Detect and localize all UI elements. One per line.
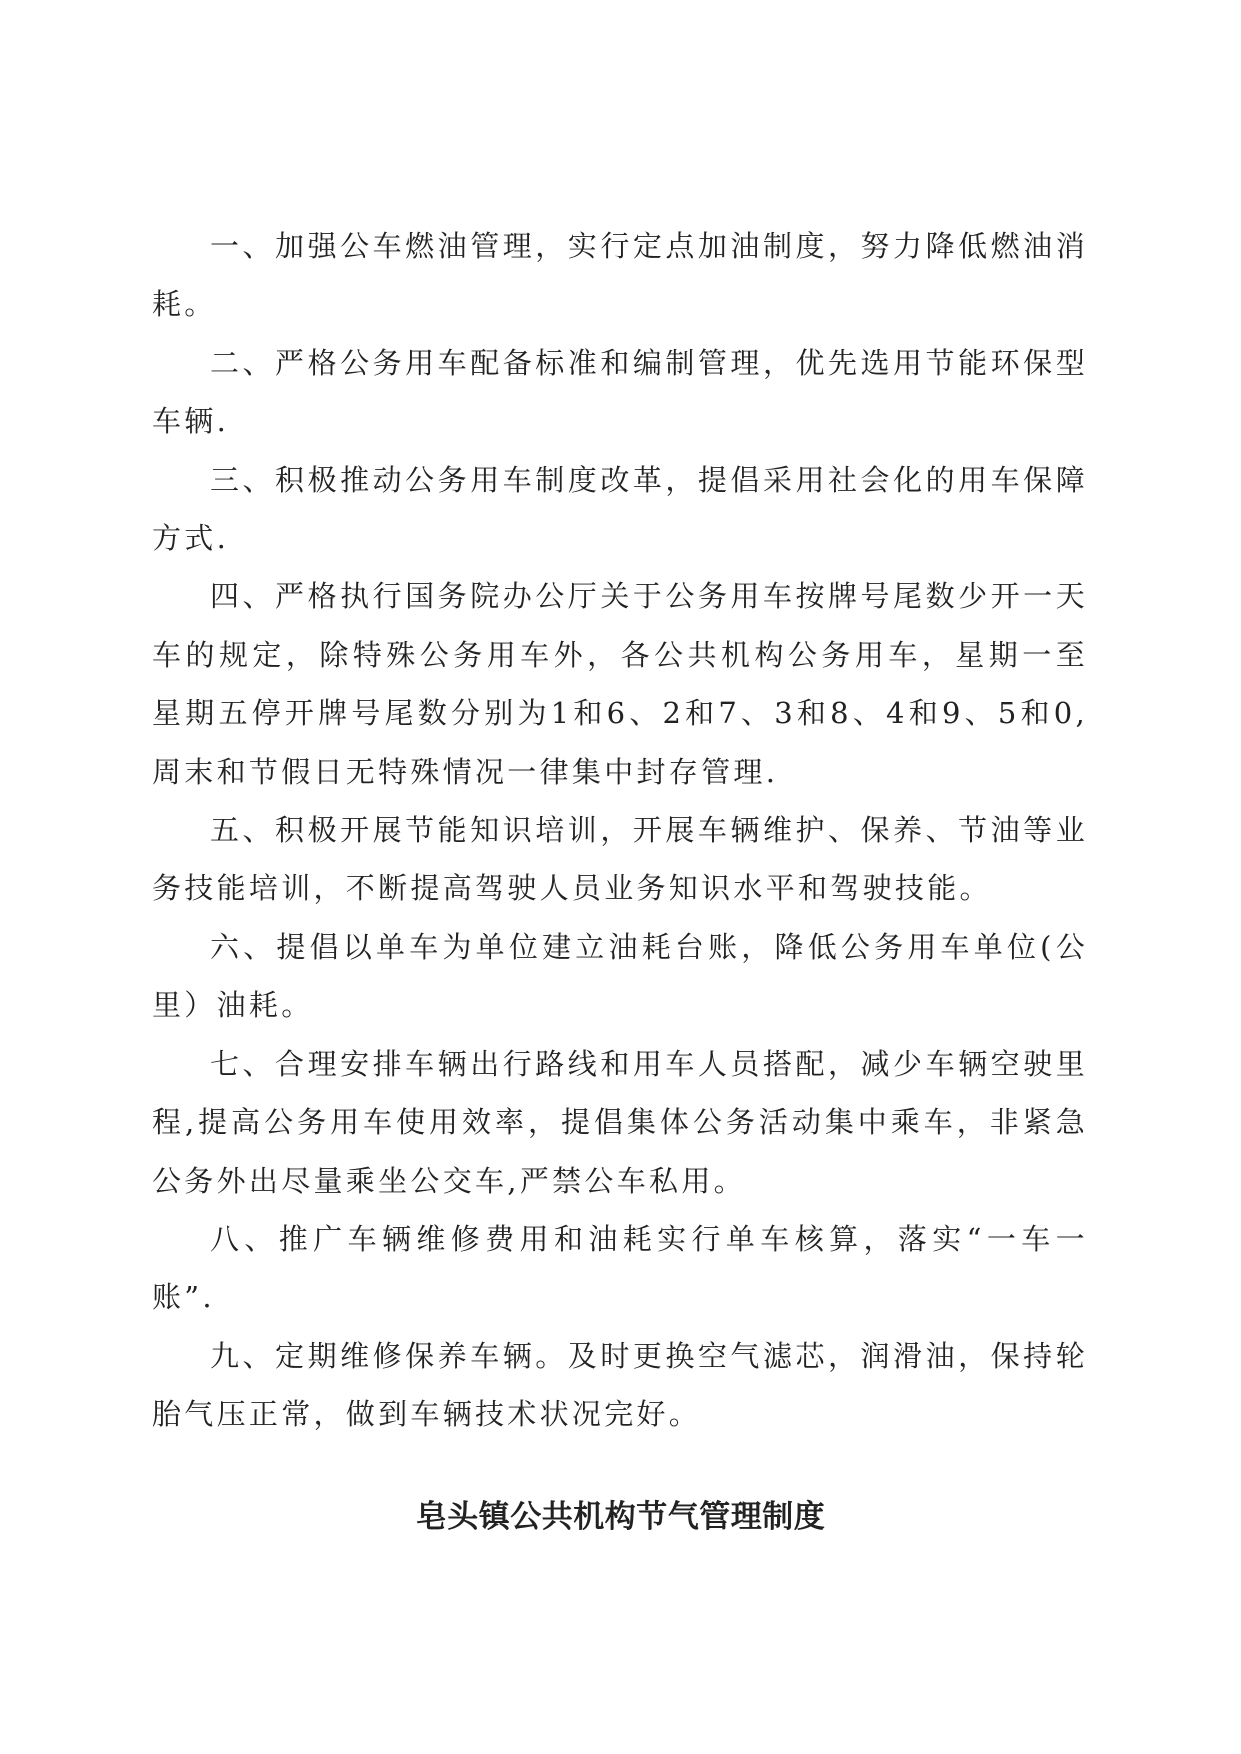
paragraph-8: 八、推广车辆维修费用和油耗实行单车核算，落实“一车一账”. [152, 1221, 1088, 1315]
paragraph-2: 二、严格公务用车配备标准和编制管理，优先选用节能环保型车辆. [152, 345, 1088, 439]
section-heading: 皂头镇公共机构节气管理制度 [415, 1499, 826, 1535]
paragraph-9: 九、定期维修保养车辆。及时更换空气滤芯，润滑油，保持轮胎气压正常，做到车辆技术状况完好。 [152, 1338, 1088, 1432]
paragraph-1: 一、加强公车燃油管理，实行定点加油制度，努力降低燃油消耗。 [152, 229, 1088, 322]
document-body [152, 217, 1088, 1444]
paragraph-6: 六、提倡以单车为单位建立油耗台账，降低公务用车单位(公里）油耗。 [152, 929, 1088, 1023]
paragraph-4: 四、严格执行国务院办公厅关于公务用车按牌号尾数少开一天车的规定，除特殊公务用车外，各公共机构公务用车，星期一至星期五停开牌号尾数分别为1和6、2和7、3和8、4和9、5和0,周末和节假日无特殊情况一律集中封存管理. [152, 579, 1088, 789]
paragraph-5: 五、积极开展节能知识培训，开展车辆维护、保养、节油等业务技能培训，不断提高驾驶人员业务知识水平和驾驶技能。 [152, 813, 1088, 906]
paragraph-7: 七、合理安排车辆出行路线和用车人员搭配，减少车辆空驶里程,提高公务用车使用效率，提倡集体公务活动集中乘车，非紧急公务外出尽量乘坐公交车,严禁公车私用。 [152, 1046, 1088, 1198]
paragraph-3: 三、积极推动公务用车制度改革，提倡采用社会化的用车保障方式. [152, 462, 1088, 556]
